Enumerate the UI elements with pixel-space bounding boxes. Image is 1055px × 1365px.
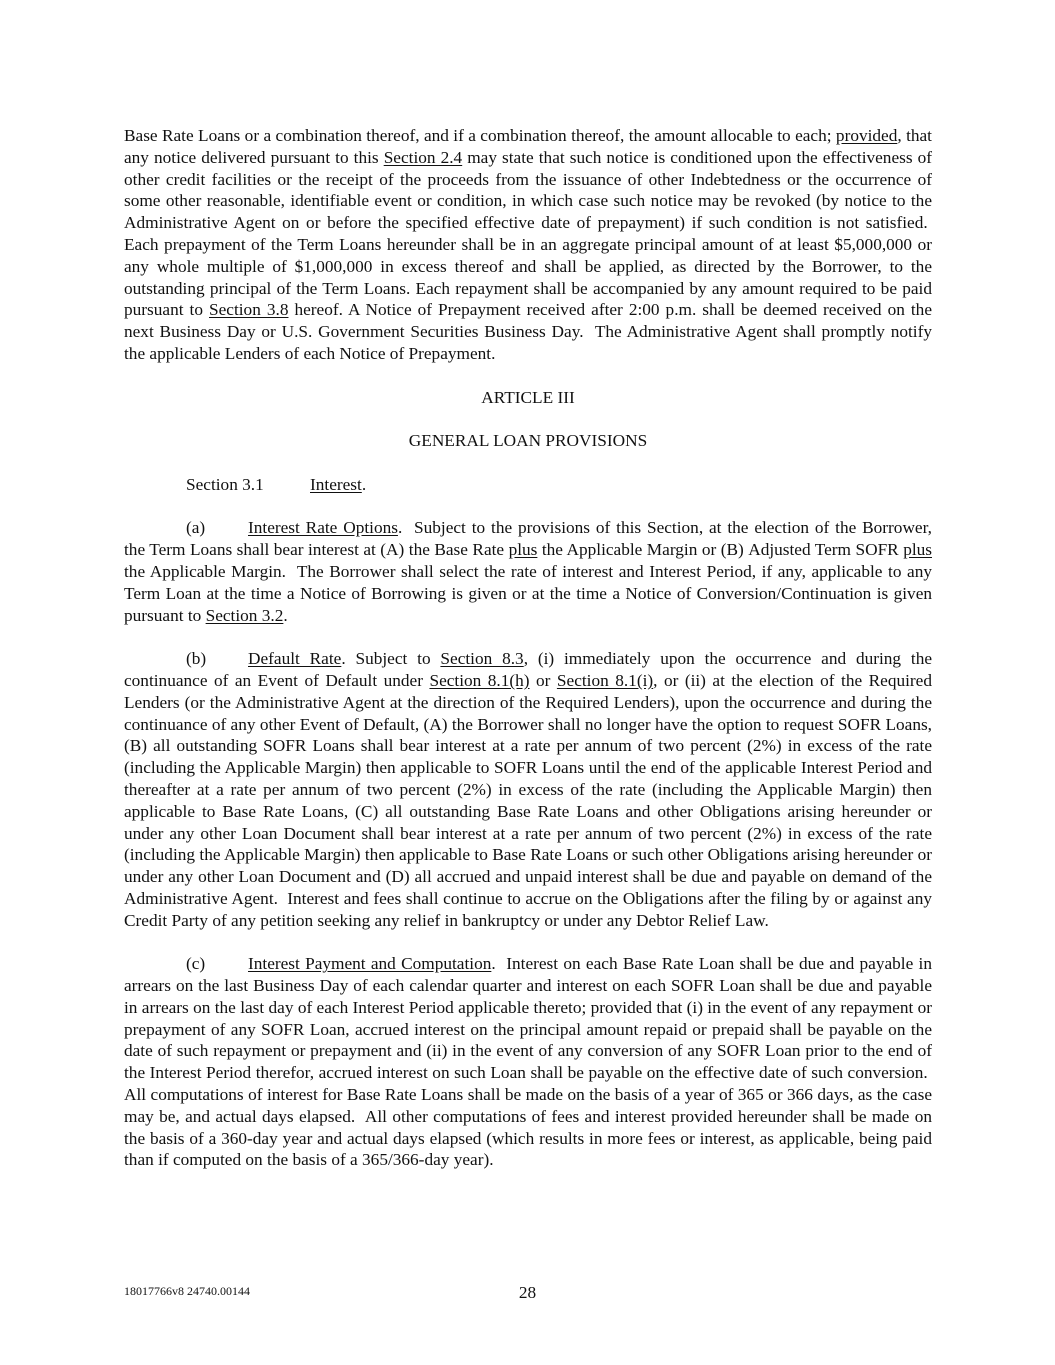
text-run: , that any notice delivered pursuant to this <box>124 126 932 167</box>
text-run: the Applicable Margin or (B) Adjusted Term SOFR <box>537 540 904 560</box>
text-run: . Subject to the provisions of this Section, at the election of the Borrower, the Term Loans shall bear interest at (A) the Base Rate <box>124 518 932 560</box>
document-id: 18017766v8 24740.00144 <box>124 1284 250 1298</box>
text-run: . Interest on each Base Rate Loan shall be due and payable in arrears on the last Business Day of each calendar quarter and interest on each SOFR Loan shall be due and payable in arrears on the last day of each Interest Period applicable thereto; provided that (i) in the event of any repayment or prepayment of any SOFR Loan, accrued interest on the principal amount repaid or prepaid shall be payable on the date of such repayment or prepayment and (ii) in the event of any conversion of any SOFR Loan prior to the end of the Interest Period therefor, accrued interest on such Loan shall be payable on the effective date of such conversion. All computations of interest for Base Rate Loans shall be made on the basis of a year of 365 or 366 days, as the case may be, and actual days elapsed. All other computations of fees and interest provided hereunder shall be made on the basis of a 360-day year and actual days elapsed (which results in more fees or interest, as applicable, being paid than if computed on the basis of a 365/366-day year). <box>124 954 932 1170</box>
plus-term: plus <box>903 540 932 560</box>
section-2-4-ref: Section 2.4 <box>383 147 463 167</box>
section-3-8-ref: Section 3.8 <box>209 300 289 320</box>
text-run: , (i) immediately upon the occurrence and during the continuance of an Event of Default under <box>124 649 933 690</box>
section-number: Section 3.1 <box>186 474 264 494</box>
subsection-label: (b) <box>186 649 207 669</box>
subsection-c <box>124 953 932 1171</box>
text-run: Base Rate Loans or a combination thereof, and if a combination thereof, the amount allocable to each; <box>124 126 836 145</box>
subsection-heading: Interest Rate Options <box>248 518 398 538</box>
section-8-1i-ref: Section 8.1(i) <box>556 670 654 690</box>
section-3-2-ref: Section 3.2 <box>205 605 284 625</box>
plus-term: plus <box>508 540 538 560</box>
article-number: ARTICLE III <box>481 387 575 407</box>
text-run: . Subject to <box>341 649 441 669</box>
text-run: may state that such notice is conditioned upon the effectiveness of other credit facilities or the receipt of the proceeds from the issuance of other Indebtedness or the occurrence of some other reasonable, identifiable event or condition, in which case such notice may be revoked (by notice to the Administrative Agent on or before the specified effective date of prepayment) if such condition is not satisfied. Each prepayment of the Term Loans hereunder shall be in an aggregate principal amount of at least $5,000,000 or any whole multiple of $1,000,000 in excess thereof and shall be applied, as directed by the Borrower, to the outstanding principal of the Term Loans. Each repayment shall be accompanied by any amount required to be paid pursuant to <box>124 147 933 320</box>
section-heading <box>124 474 932 496</box>
subsection-label: (c) <box>186 954 206 974</box>
article-title: GENERAL LOAN PROVISIONS <box>408 431 648 451</box>
subsection-a <box>124 517 932 626</box>
text-run: . <box>283 605 288 625</box>
text-run: hereof. A Notice of Prepayment received after 2:00 p.m. shall be deemed received on the next Business Day or U.S. Government Securities Business Day. The Administrative Agent shall promptly notify the applicable Lenders of each Notice of Prepayment. <box>124 300 932 363</box>
section-8-3-ref: Section 8.3 <box>440 649 524 669</box>
text-run: , or (ii) at the election of the Required Lenders (or the Administrative Agent at the direction of the Required Lenders), upon the occurrence and during the continuance of any other Event of Default, (A) the Borrower shall no longer have the option to request SOFR Loans, (B) all outstanding SOFR Loans shall bear interest at a rate per annum of two percent (2%) in excess of the rate (including the Applicable Margin) then applicable to SOFR Loans until the end of the applicable Interest Period and thereafter at a rate per annum of two percent (2%) in excess of the rate (including the Applicable Margin) then applicable to Base Rate Loans, (C) all outstanding Base Rate Loans and other Obligations arising hereunder or under any other Loan Document shall bear interest at a rate per annum of two percent (2%) in excess of the rate (including the Applicable Margin) then applicable to Base Rate Loans or such other Obligations arising hereunder or under any other Loan Document and (D) all accrued and unpaid interest shall be due and payable on demand of the Administrative Agent. Interest and fees shall continue to accrue on the Obligations after the filing by or against any Credit Party of any petition seeking any relief in bankruptcy or under any Debtor Relief Law. <box>124 670 932 930</box>
page-number: 28 <box>518 1283 537 1302</box>
text-run: or <box>529 670 557 690</box>
subsection-heading: Interest Payment and Computation <box>248 954 492 974</box>
section-8-1h-ref: Section 8.1(h) <box>429 670 530 690</box>
section-title: Interest <box>310 474 362 494</box>
page-body <box>124 125 932 1171</box>
text-run: the Applicable Margin. The Borrower shall select the rate of interest and Interest Period, if any, applicable to any Term Loan at the time a Notice of Borrowing is given or at the time a Notice of Conversion/Continuation is given pursuant to <box>124 561 932 625</box>
subsection-heading: Default Rate <box>248 649 342 669</box>
continuation-paragraph <box>124 125 932 365</box>
subsection-b <box>124 648 932 931</box>
provided-term: provided <box>835 126 898 145</box>
text-run: . <box>361 474 367 494</box>
subsection-label: (a) <box>186 518 206 538</box>
